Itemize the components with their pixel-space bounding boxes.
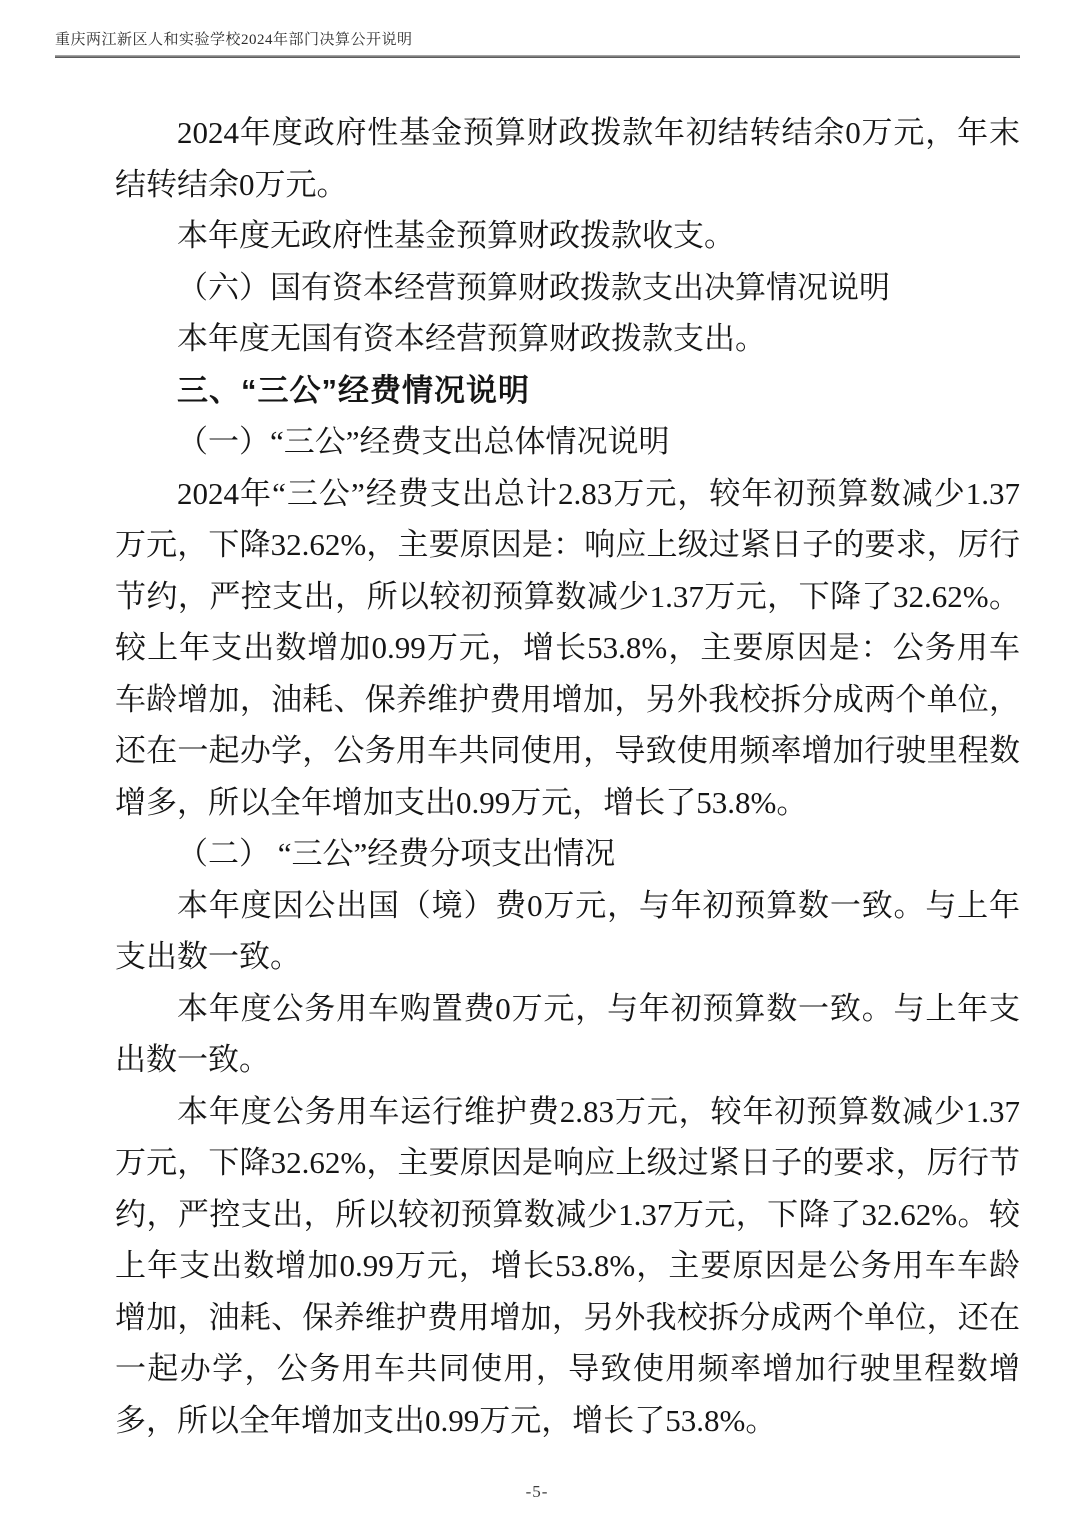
heading-subsection-one: （一）“三公”经费支出总体情况说明 <box>177 424 670 459</box>
page-header <box>55 30 1020 58</box>
paragraph-abroad-expense: 本年度因公出国（境）费0万元，与年初预算数一致。与上年支出数一致。 <box>115 887 1020 974</box>
header-rule <box>55 55 1020 58</box>
paragraph-total-expense: 2024年“三公”经费支出总计2.83万元，较年初预算数减少1.37万元，下降32.62%，主要原因是：响应上级过紧日子的要求，厉行节约，严控支出，所以较初预算数减少1.37万元，下降了32.62%。较上年支出数增加0.99万元，增长53.8%，主要原因是：公务用车车龄增加，油耗、保养维护费用增加，另外我校拆分成两个单位，还在一起办学，公务用车共同使用，导致使用频率增加行驶里程数增多，所以全年增加支出0.99万元，增长了53.8%。 <box>115 475 1020 820</box>
heading-three-public-funds: 三、“三公”经费情况说明 <box>177 372 530 408</box>
page-number: -5- <box>525 1482 549 1501</box>
heading-subsection-two: （二） “三公”经费分项支出情况 <box>177 836 616 871</box>
header-title: 重庆两江新区人和实验学校2024年部门决算公开说明 <box>55 32 413 48</box>
paragraph-govfund-none: 本年度无政府性基金预算财政拨款收支。 <box>177 218 735 253</box>
document-body <box>115 107 1020 1446</box>
paragraph-vehicle-purchase: 本年度公务用车购置费0万元，与年初预算数一致。与上年支出数一致。 <box>115 990 1020 1077</box>
page-footer <box>0 1482 1074 1502</box>
paragraph-govfund-balance: 2024年度政府性基金预算财政拨款年初结转结余0万元，年末结转结余0万元。 <box>115 115 1020 202</box>
heading-section-six: （六）国有资本经营预算财政拨款支出决算情况说明 <box>177 269 890 305</box>
paragraph-vehicle-maintenance: 本年度公务用车运行维护费2.83万元，较年初预算数减少1.37万元，下降32.62%，主要原因是响应上级过紧日子的要求，厉行节约，严控支出，所以较初预算数减少1.37万元，下降了32.62%。较上年支出数增加0.99万元，增长53.8%，主要原因是公务用车车龄增加，油耗、保养维护费用增加，另外我校拆分成两个单位，还在一起办学，公务用车共同使用，导致使用频率增加行驶里程数增多，所以全年增加支出0.99万元，增长了53.8%。 <box>115 1093 1020 1438</box>
paragraph-statecapital-none: 本年度无国有资本经营预算财政拨款支出。 <box>177 321 766 356</box>
